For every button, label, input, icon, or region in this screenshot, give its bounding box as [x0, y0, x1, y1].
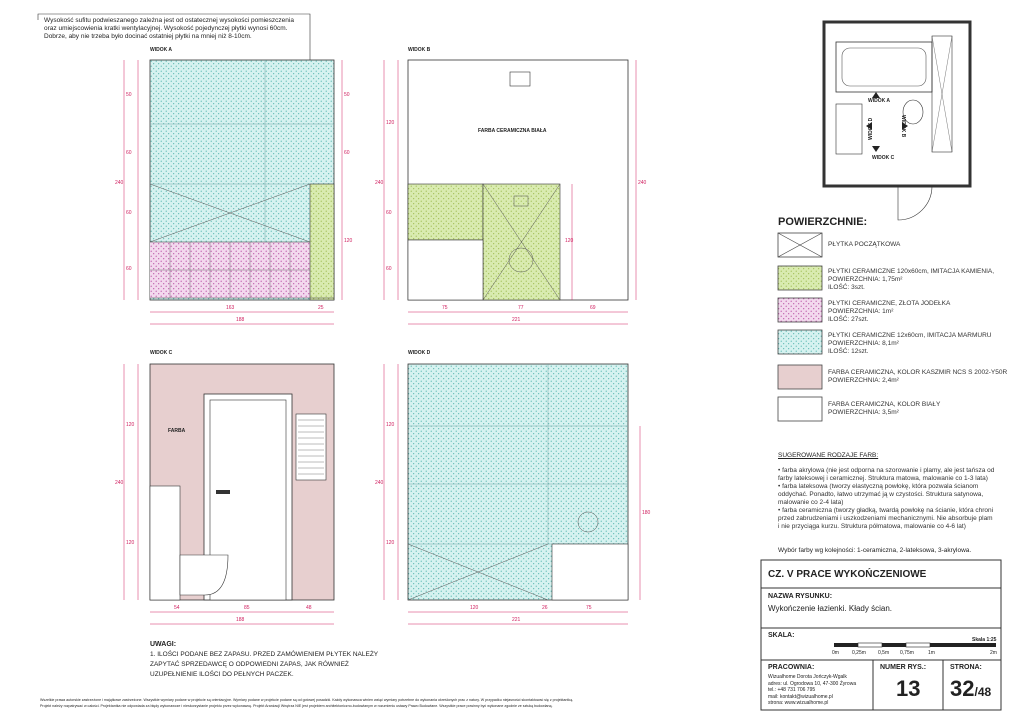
dim-label: 120 — [470, 605, 479, 611]
floor-plan — [824, 22, 970, 220]
drawing-name-label: NAZWA RYSUNKU: — [768, 593, 833, 600]
dim-label: 26 — [542, 605, 548, 611]
dim-label: 120 — [386, 422, 395, 428]
dim-label: 60 — [126, 210, 132, 216]
footer-line: Projekt należy rozpatrywać w całości. Projektantka nie odpowiada za błędy wykonawcze i nieskorzystanie projektu przez wykonawcę. Projekt Aranżacji Wnętrza NIE jest projektem architektoniczno-budowlanym w rozumieniu ustawy Prawo Budowlane. Wszystkie prace powinny być wykonane zgodnie ze sztuką budowlaną. — [40, 704, 553, 708]
plan-label-d: WIDOK D — [868, 117, 874, 140]
legend-item-4: PŁYTKI CERAMICZNE 12x60cm, IMITACJA MARMURU POWIERZCHNIA: 8,1m² ILOŚĆ: 12szt. — [828, 332, 992, 355]
view-a-title: WIDOK A — [150, 47, 173, 53]
scale-tick: 0,25m — [852, 650, 866, 656]
plan-label-b: WIDOK B — [900, 115, 906, 138]
header-note-3: Dobrze, aby nie trzeba było docinać ostatniej płytki na mniej niż 8-10cm. — [44, 33, 252, 40]
dim-label: 120 — [565, 238, 574, 244]
dim-label: 240 — [115, 180, 124, 186]
legend-item-3: PŁYTKI CERAMICZNE, ZŁOTA JODEŁKA POWIERZCHNIA: 1m² ILOŚĆ: 27szt. — [828, 300, 951, 323]
paints-text: • farba akrylowa (nie jest odporna na szorowanie i plamy, ale jest tańsza od farby lateksowej i ceramicznej. Struktura matowa, malowanie co 1-3 lata) • farba lateksowa (tworzy elastyczną powłokę, która pozwala ścianom oddychać. Ponadto, łatwo utrzymać ją w czystości. Struktura satynowa, malowanie co 2-4 lata) • farba ceramiczna (tworzy gładką, twardą powłokę na ścianie, która chroni przed zabrudzeniami i uszkodzeniami mechanicznymi. Nie absorbuje plam i nie przyciąga kurzu. Struktura półmatowa, malowanie co 4-6 lat) — [778, 467, 995, 530]
drawing-number-label: NUMER RYS.: — [880, 664, 927, 671]
view-b-label: FARBA CERAMICZNA BIAŁA — [478, 128, 547, 134]
legend-item-2: PŁYTKI CERAMICZNE 120x60cm, IMITACJA KAMIENIA, POWIERZCHNIA: 1,75m² ILOŚĆ: 3szt. — [828, 268, 995, 291]
dim-label: 221 — [512, 317, 521, 323]
dim-label: 60 — [126, 266, 132, 272]
scale-tick: 1m — [928, 650, 935, 656]
paints-title: SUGEROWANE RODZAJE FARB: — [778, 452, 879, 459]
dim-label: 77 — [518, 305, 524, 311]
scale-tick: 2m — [990, 650, 997, 656]
dim-label: 120 — [386, 120, 395, 126]
notes-line: UZUPEŁNIENIE ILOŚCI DO PEŁNYCH PACZEK. — [150, 671, 294, 678]
dim-label: 60 — [344, 150, 350, 156]
dim-label: 240 — [375, 180, 384, 186]
view-b-title: WIDOK B — [408, 47, 431, 53]
scale-label: SKALA: — [768, 632, 795, 639]
drawing-name-value: Wykończenie łazienki. Kłady ścian. — [768, 604, 892, 613]
dim-label: 120 — [386, 540, 395, 546]
dim-label: 188 — [236, 317, 245, 323]
dim-label: 180 — [642, 510, 651, 516]
view-c-title: WIDOK C — [150, 350, 173, 356]
dim-label: 50 — [344, 92, 350, 98]
scale-tick: 0,5m — [878, 650, 890, 656]
notes-title: UWAGI: — [150, 641, 177, 648]
scale-tick: 0m — [832, 650, 839, 656]
dim-label: 75 — [586, 605, 592, 611]
dim-label: 54 — [174, 605, 180, 611]
dim-label: 221 — [512, 617, 521, 623]
page-label: STRONA: — [950, 664, 982, 671]
view-d-drawing — [384, 364, 640, 624]
plan-label-a: WIDOK A — [868, 98, 891, 104]
legend-title: POWIERZCHNIE: — [778, 216, 868, 228]
dim-label: 240 — [638, 180, 647, 186]
dim-label: 188 — [236, 617, 245, 623]
header-note-2: oraz umiejscowienia kratki wentylacyjnej. Wysokość pojedynczej płytki wynosi 60cm. — [44, 25, 288, 32]
legend-item-1: PŁYTKA POCZĄTKOWA — [828, 241, 901, 248]
plan-label-c: WIDOK C — [872, 155, 895, 161]
dim-label: 48 — [306, 605, 312, 611]
legend-swatches — [778, 233, 822, 421]
studio-label: PRACOWNIA: — [768, 664, 815, 671]
dim-label: 240 — [115, 480, 124, 486]
dim-label: 75 — [442, 305, 448, 311]
dim-label: 120 — [344, 238, 353, 244]
dim-label: 25 — [318, 305, 324, 311]
drawing-number: 13 — [896, 676, 921, 701]
scale-tick: 0,75m — [900, 650, 914, 656]
dim-label: 120 — [126, 540, 135, 546]
dim-label: 60 — [386, 210, 392, 216]
dim-label: 60 — [386, 266, 392, 272]
paints-choice: Wybór farby wg kolejności: 1-ceramiczna, 2-lateksowa, 3-akrylowa. — [778, 547, 972, 554]
view-d-title: WIDOK D — [408, 350, 431, 356]
header-note-1: Wysokość sufitu podwieszanego zależna jest od ostatecznej wysokości pomieszczenia — [44, 17, 294, 24]
dim-label: 60 — [126, 150, 132, 156]
dim-label: 85 — [244, 605, 250, 611]
notes-line: ZAPYTAĆ SPRZEDAWCĘ O ODPOWIEDNI ZAPAS, JAK RÓWNIEŻ — [150, 661, 349, 668]
scale-bar — [834, 643, 996, 647]
stage-title: CZ. V PRACE WYKOŃCZENIOWE — [768, 569, 927, 580]
studio-info: Wizualhome Dorota Jończyk-Wgalk adres: ul. Ogrodowa 10, 47-300 Żyrowa tel.: +48 731 706 795 mail: kontakt@wizualhome.pl strona: www.wizualhome.pl — [768, 674, 857, 706]
dim-label: 120 — [126, 422, 135, 428]
notes-line: 1. ILOŚCI PODANE BEZ ZAPASU. PRZED ZAMÓWIENIEM PŁYTEK NALEŻY — [150, 651, 379, 658]
view-b-drawing — [384, 60, 636, 324]
legend-item-5: FARBA CERAMICZNA, KOLOR KASZMIR NCS S 2002-Y50R POWIERZCHNIA: 2,4m² — [828, 369, 1008, 384]
dim-label: 240 — [375, 480, 384, 486]
page-number: 32/48 — [950, 676, 992, 701]
dim-label: 69 — [590, 305, 596, 311]
view-c-label: FARBA — [168, 428, 186, 434]
scale-value: Skala 1:25 — [972, 637, 997, 643]
footer-line: Wszelkie prawa autorskie zastrzeżone i majątkowe zastrzeżone. Wszystkie wymiary podane w projekcie są orientacyjne. Wymiary podane w projekcie podane są od gotowej posadzki. Każdy wykonawca winien wziąć wymiary potrzebne do wykonania określonych prac z natury. W przypadku niejasności skontaktować się z projektantką. — [40, 698, 574, 702]
view-c-drawing — [124, 364, 334, 624]
dim-label: 163 — [226, 305, 235, 311]
view-a-drawing — [124, 60, 342, 324]
dim-label: 50 — [126, 92, 132, 98]
legend-item-6: FARBA CERAMICZNA, KOLOR BIAŁY POWIERZCHNIA: 3,5m² — [828, 401, 941, 416]
